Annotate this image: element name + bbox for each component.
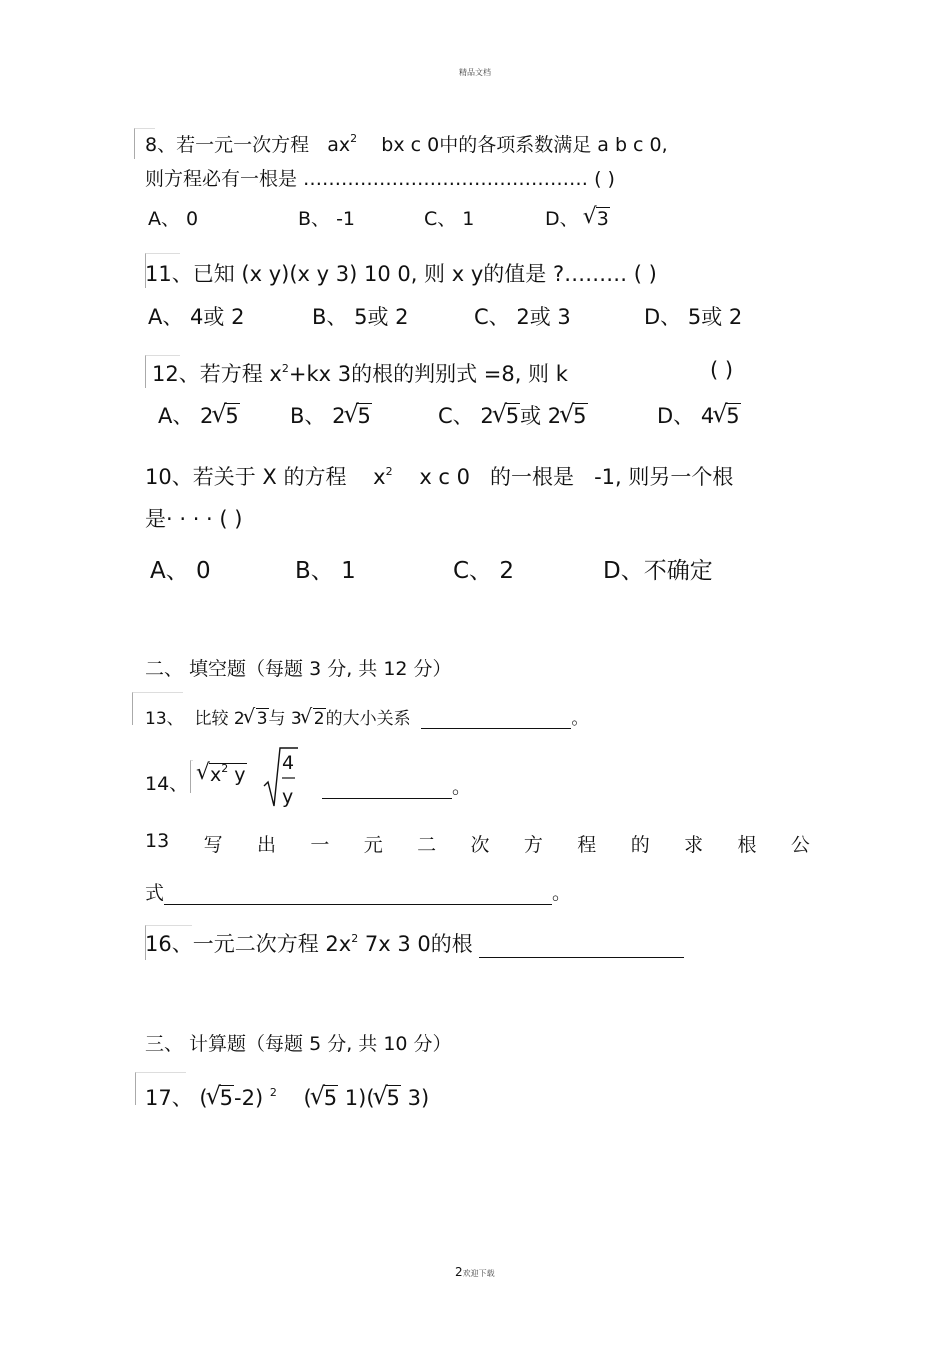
fraction-numerator: 4 bbox=[282, 752, 295, 774]
question-13: 13、 比较 2√ 3与 3√ 2的大小关系 。 bbox=[145, 704, 588, 729]
margin-mark bbox=[190, 760, 193, 793]
question-8: 8、若一元一次方程 $ax^2$ bx c 0中的各项系数满足 a b c 0, bbox=[145, 132, 668, 156]
option-c: C、 2 bbox=[453, 558, 515, 584]
page-number: 2 bbox=[455, 1265, 463, 1279]
fraction-radical bbox=[262, 746, 298, 810]
option-a: A、 2√ 5 bbox=[158, 400, 240, 430]
option-d: D、不确定 bbox=[603, 558, 713, 584]
option-a: A、 0 bbox=[148, 208, 199, 230]
option-c: C、 1 bbox=[424, 208, 475, 230]
question-12: 12、若方程 $x^2+kx$ 3的根的判别式 =8, 则 k bbox=[152, 362, 568, 386]
question-8-line2: 则方程必有一根是 ……………………………………… ( ) bbox=[145, 168, 615, 190]
question-16: 16、一元二次方程 $2x^2$ 7x 3 0的根 bbox=[145, 928, 684, 958]
question-14-radical: √ $x^2$ y bbox=[198, 764, 247, 786]
answer-blank[interactable] bbox=[479, 935, 684, 958]
radical: √ 3 bbox=[585, 208, 610, 230]
option-b: B、 5或 2 bbox=[312, 305, 409, 329]
section-title: 三、 计算题（每题 5 分, 共 10 分） bbox=[145, 1033, 452, 1055]
question-10-line2: 是· · · · ( ) bbox=[145, 507, 243, 531]
option-c: C、 2或 3 bbox=[474, 305, 571, 329]
question-15-line2: 式 。 bbox=[145, 882, 572, 904]
question-number: 11、 bbox=[145, 262, 193, 286]
page-footer: 2欢迎下载 bbox=[455, 1265, 495, 1279]
question-number: 17、 bbox=[145, 1086, 193, 1110]
question-11: 11、已知 (x y)(x y 3) 10 0, 则 x y的值是 ?……… ( ) bbox=[145, 262, 657, 286]
question-number: 8、 bbox=[145, 134, 177, 156]
section-title: 二、 填空题（每题 3 分, 共 12 分） bbox=[145, 658, 452, 680]
question-number: 12、 bbox=[152, 362, 200, 386]
answer-paren: ( ) bbox=[710, 358, 734, 382]
answer-blank[interactable] bbox=[322, 780, 452, 799]
question-number: 13、 bbox=[145, 709, 184, 729]
option-b: B、 1 bbox=[295, 558, 356, 584]
option-d: D、 4√ 5 bbox=[657, 400, 741, 430]
answer-blank[interactable] bbox=[421, 710, 571, 729]
option-a: A、 4或 2 bbox=[148, 305, 245, 329]
question-17: 17、 (√ 5-2) $^2$ (√ 5 1)(√ 5 3) bbox=[145, 1082, 429, 1112]
option-a: A、 0 bbox=[150, 558, 211, 584]
question-15: 13 写 出 一 元 二 次 方 程 的 求 根 公 bbox=[145, 830, 810, 856]
fraction-denominator: y bbox=[282, 786, 294, 808]
question-number: 16、 bbox=[145, 932, 193, 956]
option-b: B、 2√ 5 bbox=[290, 400, 372, 430]
question-14-number: 14、 bbox=[145, 773, 189, 795]
page-header: 精品文档 bbox=[459, 68, 491, 77]
option-b: B、 -1 bbox=[298, 208, 356, 230]
answer-blank[interactable] bbox=[164, 886, 552, 905]
question-10: 10、若关于 X 的方程 $x^2$ x c 0 的一根是 -1, 则另一个根 bbox=[145, 465, 734, 489]
option-d: D、 √ 3 bbox=[545, 204, 610, 231]
option-d: D、 5或 2 bbox=[644, 305, 743, 329]
option-c: C、 2√ 5或 2√ 5 bbox=[438, 400, 588, 430]
